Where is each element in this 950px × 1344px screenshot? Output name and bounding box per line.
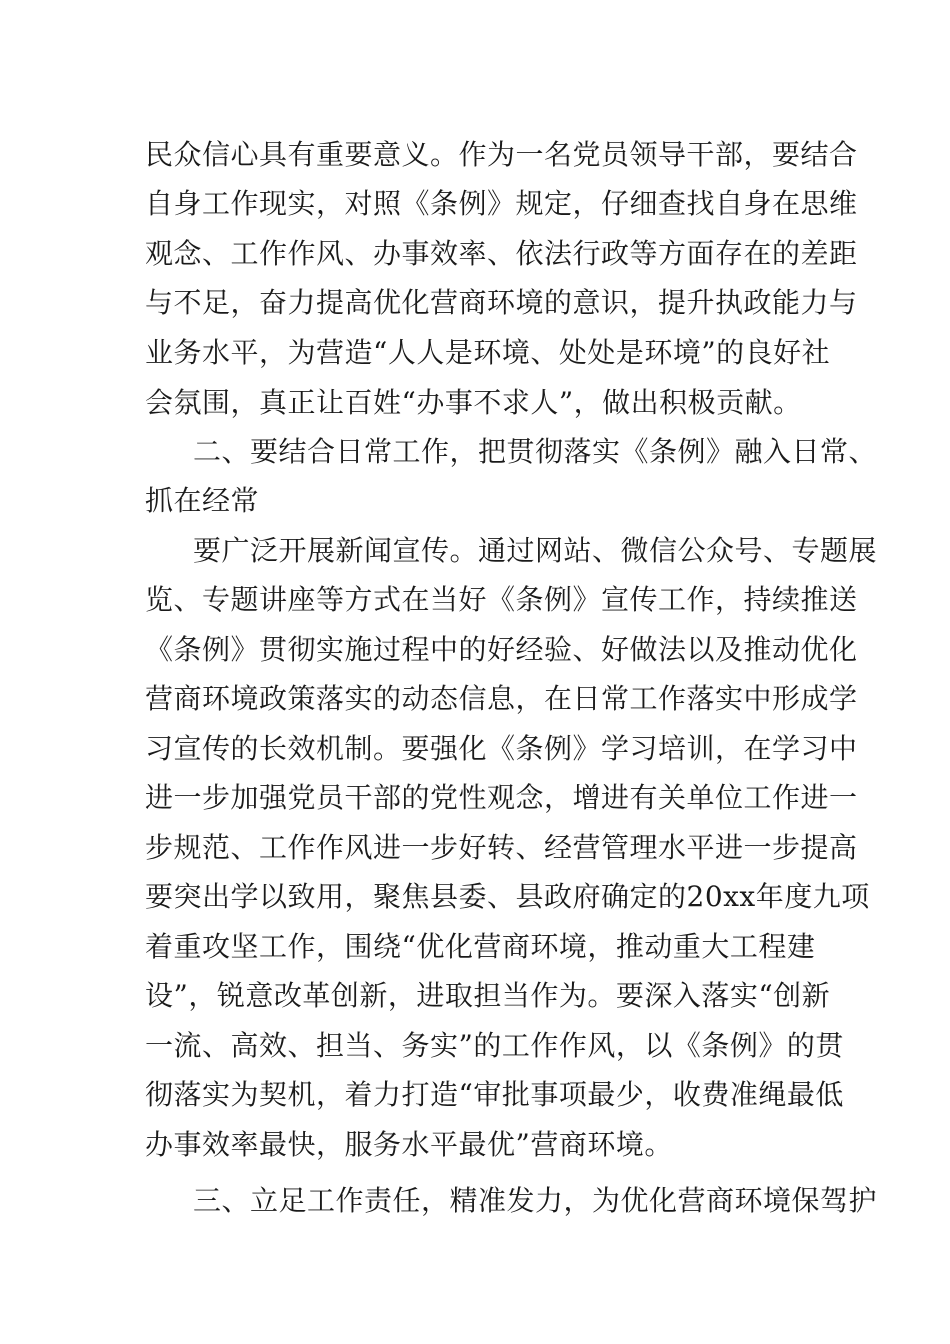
text-line: 《条例》贯彻实施过程中的好经验、好做法以及推动优化 (145, 633, 858, 666)
text-line: 进一步加强党员干部的党性观念，增进有关单位工作进一 (145, 781, 858, 814)
text-line: 要突出学以致用，聚焦县委、县政府确定的20xx年度九项 (145, 880, 870, 913)
text-line: 设”，锐意改革创新，进取担当作为。要深入落实“创新 (145, 979, 831, 1012)
paragraph-start: 要广泛开展新闻宣传。通过网站、微信公众号、专题展 (193, 534, 878, 567)
text-line: 步规范、工作作风进一步好转、经营管理水平进一步提高 (145, 831, 858, 864)
section-heading-2-cont: 抓在经常 (145, 484, 260, 517)
text-line: 观念、工作作风、办事效率、依法行政等方面存在的差距 (145, 237, 858, 270)
text-line: 营商环境政策落实的动态信息，在日常工作落实中形成学 (145, 682, 858, 715)
text-line: 自身工作现实，对照《条例》规定，仔细查找自身在思维 (145, 187, 858, 220)
text-line: 业务水平，为营造“人人是环境、处处是环境”的良好社 (145, 336, 831, 369)
text-line: 着重攻坚工作，围绕“优化营商环境，推动重大工程建 (145, 930, 816, 963)
section-heading-2: 二、要结合日常工作，把贯彻落实《条例》融入日常、 (193, 435, 878, 468)
section-heading-3: 三、立足工作责任，精准发力，为优化营商环境保驾护 (193, 1184, 878, 1217)
text-line: 一流、高效、担当、务实”的工作作风，以《条例》的贯 (145, 1029, 844, 1062)
text-line: 览、专题讲座等方式在当好《条例》宣传工作，持续推送 (145, 583, 858, 616)
text-line: 与不足，奋力提高优化营商环境的意识，提升执政能力与 (145, 286, 858, 319)
text-line: 民众信心具有重要意义。作为一名党员领导干部，要结合 (145, 138, 858, 171)
text-line: 习宣传的长效机制。要强化《条例》学习培训，在学习中 (145, 732, 858, 765)
text-line: 彻落实为契机，着力打造“审批事项最少，收费准绳最低 (145, 1078, 844, 1111)
text-line: 会氛围，真正让百姓“办事不求人”，做出积极贡献。 (145, 386, 802, 419)
text-line: 办事效率最快，服务水平最优”营商环境。 (145, 1128, 673, 1161)
